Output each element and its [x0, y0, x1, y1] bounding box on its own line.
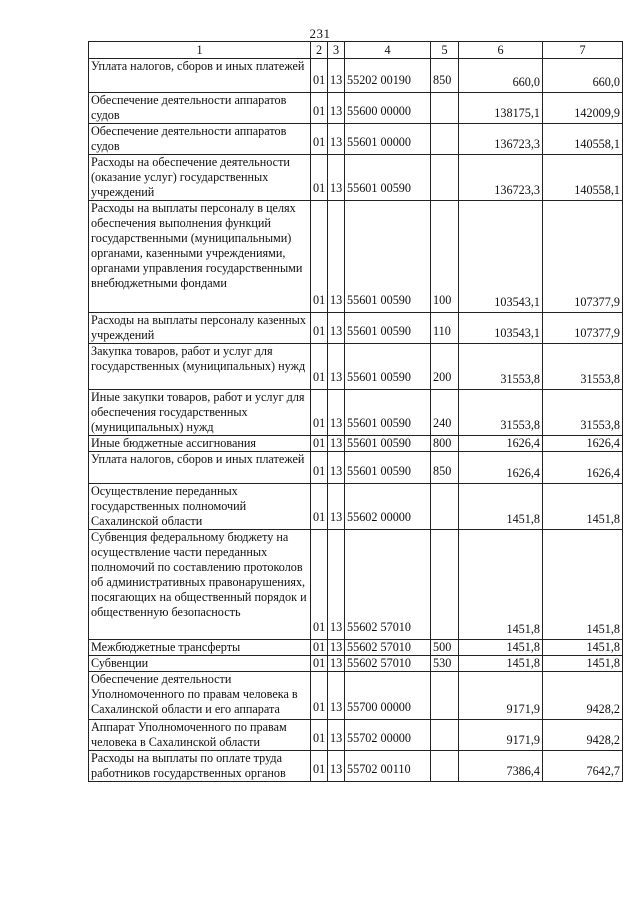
row-expense-type-code [431, 93, 459, 124]
table-row [89, 656, 623, 672]
row-name-text: Расходы на выплаты по оплате труда работников государственных органов [91, 751, 286, 780]
row-target-article-code: 55202 00190 [345, 59, 431, 93]
row-amount-col7: 1451,8 [543, 484, 623, 530]
row-target-article-code: 55602 57010 [345, 530, 431, 640]
row-section-code: 01 [311, 344, 328, 390]
row-subsection-code: 13 [328, 155, 345, 201]
row-amount-col7: 9428,2 [543, 720, 623, 751]
row-name [89, 201, 311, 313]
column-header: 5 [431, 42, 459, 59]
table-row [89, 93, 623, 124]
row-expense-type-code: 100 [431, 201, 459, 313]
row-section-code: 01 [311, 390, 328, 436]
row-name-text: Уплата налогов, сборов и иных платежей [91, 59, 305, 73]
row-section-code: 01 [311, 124, 328, 155]
row-name [89, 59, 311, 93]
row-section-code: 01 [311, 201, 328, 313]
column-header: 3 [328, 42, 345, 59]
row-amount-col6: 136723,3 [459, 124, 543, 155]
row-expense-type-code [431, 484, 459, 530]
row-target-article-code: 55602 57010 [345, 640, 431, 656]
row-name [89, 640, 311, 656]
table-row [89, 59, 623, 93]
row-name [89, 436, 311, 452]
row-name [89, 751, 311, 782]
row-target-article-code: 55600 00000 [345, 93, 431, 124]
row-target-article-code: 55601 00590 [345, 313, 431, 344]
row-name-text: Иные закупки товаров, работ и услуг для обеспечения государственных (муниципальных) нужд [91, 390, 305, 434]
row-amount-col7: 7642,7 [543, 751, 623, 782]
row-target-article-code: 55702 00000 [345, 720, 431, 751]
row-subsection-code: 13 [328, 124, 345, 155]
row-section-code: 01 [311, 484, 328, 530]
row-name [89, 313, 311, 344]
row-expense-type-code: 200 [431, 344, 459, 390]
row-subsection-code: 13 [328, 436, 345, 452]
row-amount-col7: 142009,9 [543, 93, 623, 124]
table-row [89, 390, 623, 436]
row-amount-col7: 660,0 [543, 59, 623, 93]
table-row [89, 436, 623, 452]
row-amount-col6: 31553,8 [459, 390, 543, 436]
row-name [89, 656, 311, 672]
table-row [89, 155, 623, 201]
table-row [89, 484, 623, 530]
row-amount-col6: 31553,8 [459, 344, 543, 390]
row-amount-col6: 1451,8 [459, 640, 543, 656]
row-amount-col6: 1626,4 [459, 436, 543, 452]
row-target-article-code: 55702 00110 [345, 751, 431, 782]
row-section-code: 01 [311, 452, 328, 484]
row-subsection-code: 13 [328, 530, 345, 640]
column-header: 1 [89, 42, 311, 59]
row-name-text: Иные бюджетные ассигнования [91, 436, 257, 450]
row-expense-type-code: 240 [431, 390, 459, 436]
row-name-text: Субвенция федеральному бюджету на осуществление части переданных полномочий по составлению протоколов об административных правонарушениях, посягающих на общественный порядок и общественную безопасность [91, 530, 307, 619]
row-section-code: 01 [311, 313, 328, 344]
row-amount-col6: 660,0 [459, 59, 543, 93]
table-row [89, 344, 623, 390]
row-name-text: Межбюджетные трансферты [91, 640, 241, 654]
row-amount-col6: 138175,1 [459, 93, 543, 124]
table-row [89, 452, 623, 484]
row-subsection-code: 13 [328, 390, 345, 436]
row-name [89, 530, 311, 640]
row-name-text: Расходы на обеспечение деятельности (оказание услуг) государственных учреждений [91, 155, 290, 199]
row-expense-type-code [431, 720, 459, 751]
row-amount-col7: 31553,8 [543, 344, 623, 390]
row-subsection-code: 13 [328, 656, 345, 672]
table-row [89, 313, 623, 344]
row-amount-col7: 1626,4 [543, 436, 623, 452]
row-amount-col6: 1451,8 [459, 530, 543, 640]
row-amount-col7: 31553,8 [543, 390, 623, 436]
row-expense-type-code [431, 124, 459, 155]
row-name [89, 672, 311, 720]
row-amount-col6: 1626,4 [459, 452, 543, 484]
row-subsection-code: 13 [328, 201, 345, 313]
row-amount-col7: 1451,8 [543, 530, 623, 640]
row-section-code: 01 [311, 530, 328, 640]
row-name [89, 155, 311, 201]
row-target-article-code: 55601 00590 [345, 344, 431, 390]
row-name-text: Расходы на выплаты персоналу в целях обеспечения выполнения функций государственными (муниципальными) органами, казенными учреждениями, органами управления государственными внебюджетными фондами [91, 201, 303, 290]
row-subsection-code: 13 [328, 59, 345, 93]
row-name [89, 93, 311, 124]
table-header-row [89, 42, 623, 59]
row-target-article-code: 55602 57010 [345, 656, 431, 672]
row-name-text: Расходы на выплаты персоналу казенных учреждений [91, 313, 306, 342]
row-name-text: Обеспечение деятельности аппаратов судов [91, 93, 287, 122]
table-row [89, 640, 623, 656]
row-section-code: 01 [311, 672, 328, 720]
row-section-code: 01 [311, 720, 328, 751]
row-target-article-code: 55601 00000 [345, 124, 431, 155]
row-subsection-code: 13 [328, 751, 345, 782]
row-section-code: 01 [311, 656, 328, 672]
row-target-article-code: 55601 00590 [345, 436, 431, 452]
row-subsection-code: 13 [328, 93, 345, 124]
row-section-code: 01 [311, 640, 328, 656]
row-subsection-code: 13 [328, 640, 345, 656]
table-row [89, 720, 623, 751]
row-name-text: Осуществление переданных государственных полномочий Сахалинской области [91, 484, 247, 528]
column-header: 4 [345, 42, 431, 59]
row-expense-type-code [431, 530, 459, 640]
row-name-text: Обеспечение деятельности аппаратов судов [91, 124, 287, 153]
page-number: 231 [309, 26, 331, 41]
row-expense-type-code: 800 [431, 436, 459, 452]
row-subsection-code: 13 [328, 720, 345, 751]
row-expense-type-code [431, 751, 459, 782]
row-section-code: 01 [311, 59, 328, 93]
row-name [89, 344, 311, 390]
row-target-article-code: 55700 00000 [345, 672, 431, 720]
column-header: 7 [543, 42, 623, 59]
row-expense-type-code: 110 [431, 313, 459, 344]
row-amount-col6: 9171,9 [459, 672, 543, 720]
row-subsection-code: 13 [328, 484, 345, 530]
row-target-article-code: 55601 00590 [345, 390, 431, 436]
row-name [89, 390, 311, 436]
row-amount-col6: 136723,3 [459, 155, 543, 201]
row-amount-col6: 103543,1 [459, 313, 543, 344]
row-section-code: 01 [311, 93, 328, 124]
row-amount-col7: 1451,8 [543, 656, 623, 672]
row-expense-type-code [431, 155, 459, 201]
row-target-article-code: 55601 00590 [345, 452, 431, 484]
row-section-code: 01 [311, 155, 328, 201]
row-expense-type-code: 850 [431, 59, 459, 93]
row-amount-col6: 7386,4 [459, 751, 543, 782]
table-row [89, 672, 623, 720]
row-amount-col6: 1451,8 [459, 484, 543, 530]
row-expense-type-code: 500 [431, 640, 459, 656]
table-row [89, 530, 623, 640]
row-expense-type-code [431, 672, 459, 720]
row-name-text: Уплата налогов, сборов и иных платежей [91, 452, 305, 466]
row-target-article-code: 55601 00590 [345, 155, 431, 201]
row-expense-type-code: 850 [431, 452, 459, 484]
table-row [89, 751, 623, 782]
row-amount-col7: 9428,2 [543, 672, 623, 720]
row-section-code: 01 [311, 751, 328, 782]
table-row [89, 124, 623, 155]
row-amount-col7: 107377,9 [543, 313, 623, 344]
row-name-text: Аппарат Уполномоченного по правам человека в Сахалинской области [91, 720, 287, 749]
row-subsection-code: 13 [328, 313, 345, 344]
row-target-article-code: 55602 00000 [345, 484, 431, 530]
row-name [89, 124, 311, 155]
table-row [89, 201, 623, 313]
column-header: 6 [459, 42, 543, 59]
row-name [89, 452, 311, 484]
row-name-text: Обеспечение деятельности Уполномоченного по правам человека в Сахалинской области и его аппарата [91, 672, 298, 716]
row-subsection-code: 13 [328, 452, 345, 484]
row-subsection-code: 13 [328, 344, 345, 390]
row-amount-col7: 140558,1 [543, 155, 623, 201]
row-amount-col7: 140558,1 [543, 124, 623, 155]
row-name [89, 720, 311, 751]
row-name-text: Закупка товаров, работ и услуг для государственных (муниципальных) нужд [91, 344, 306, 373]
row-amount-col7: 107377,9 [543, 201, 623, 313]
row-target-article-code: 55601 00590 [345, 201, 431, 313]
row-amount-col7: 1451,8 [543, 640, 623, 656]
row-amount-col7: 1626,4 [543, 452, 623, 484]
row-expense-type-code: 530 [431, 656, 459, 672]
budget-table [88, 41, 623, 782]
row-amount-col6: 1451,8 [459, 656, 543, 672]
row-name-text: Субвенции [91, 656, 149, 670]
row-section-code: 01 [311, 436, 328, 452]
row-amount-col6: 9171,9 [459, 720, 543, 751]
row-name [89, 484, 311, 530]
row-amount-col6: 103543,1 [459, 201, 543, 313]
column-header: 2 [311, 42, 328, 59]
row-subsection-code: 13 [328, 672, 345, 720]
